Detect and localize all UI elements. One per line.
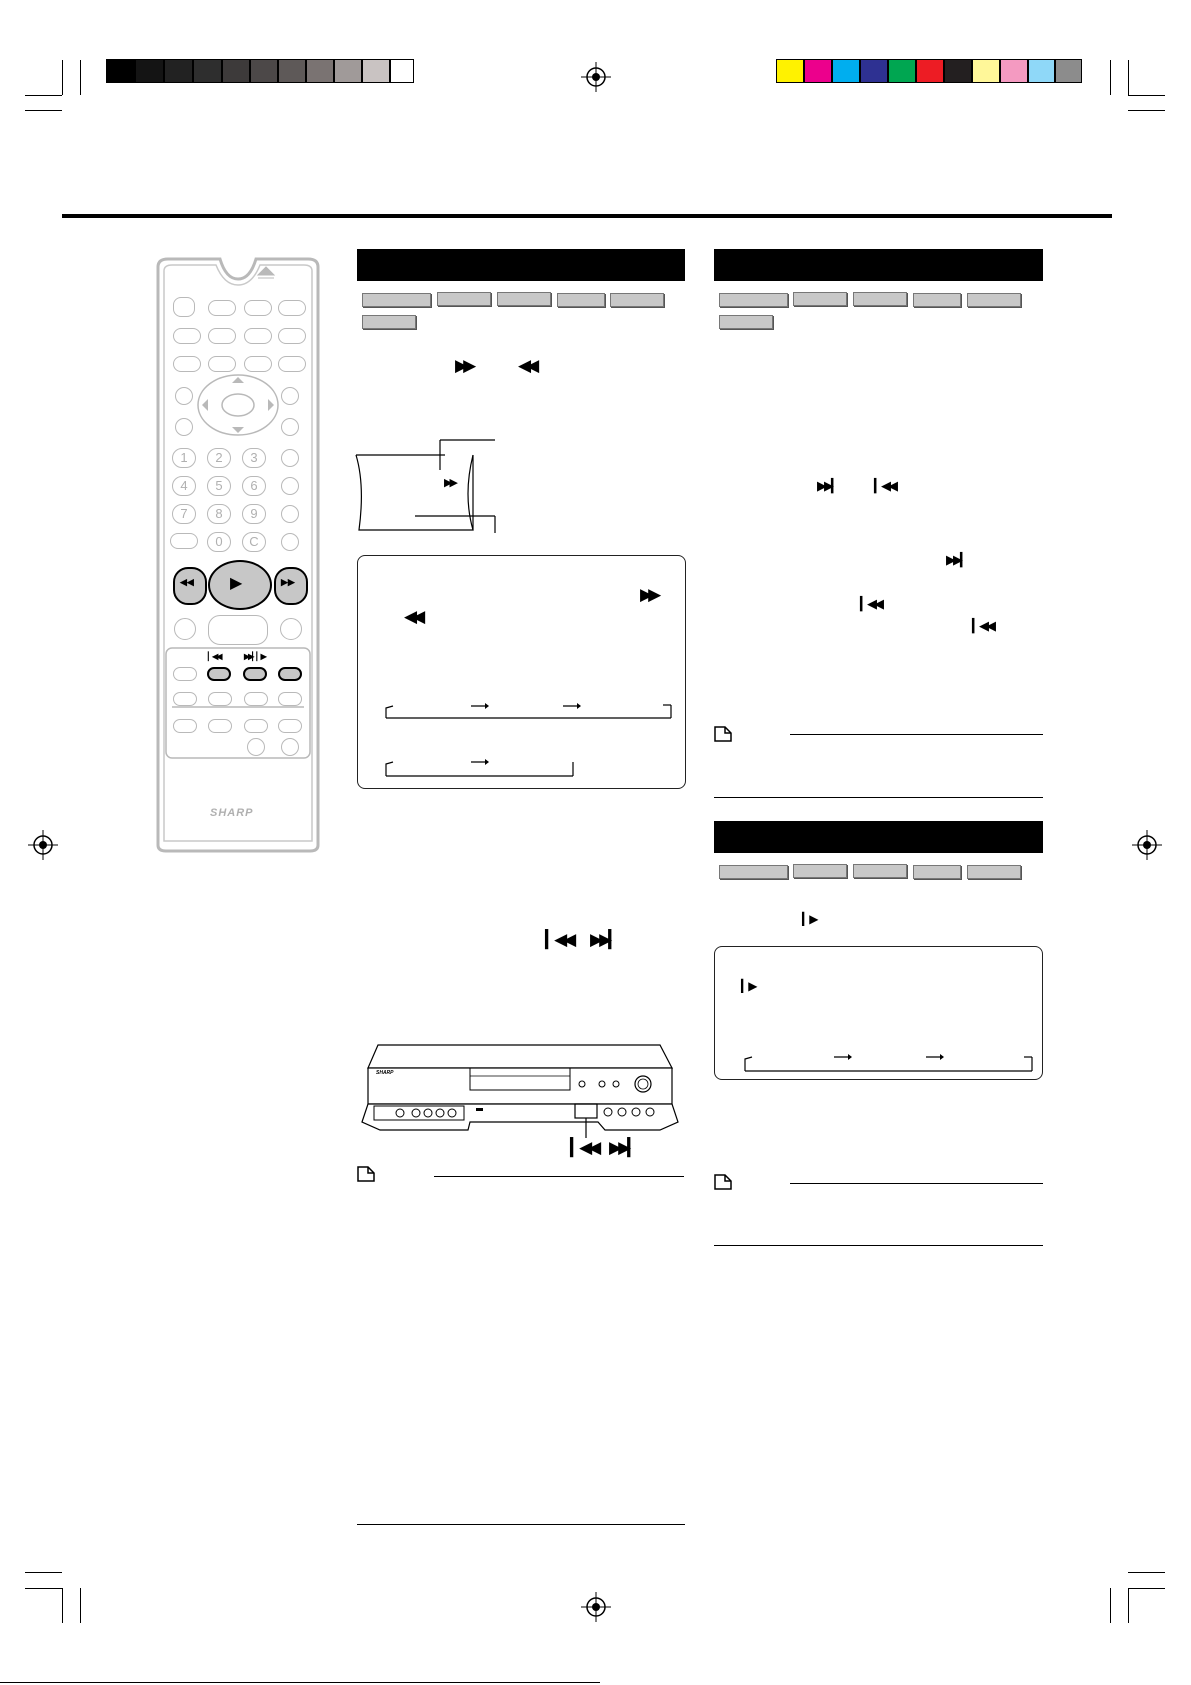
gray-swatch [390,59,414,83]
remote-button [208,328,236,344]
remote-number-key: 6 [242,476,266,496]
speed-cycle-diagram [383,698,673,783]
skip-previous-icon: ▎◀◀ [545,930,573,950]
note-rule [790,734,1043,735]
disc-type-tag [719,315,773,329]
note-rule [790,1183,1043,1184]
disc-type-tag [853,292,907,306]
note-icon [357,1166,375,1182]
remote-button [244,692,268,706]
remote-skip-previous-button [207,667,231,681]
pause-icon [280,618,302,640]
disc-type-tag [719,293,788,307]
screen-display-callout [355,435,500,533]
disc-type-tag [719,865,788,879]
fast-reverse-icon: ◀◀ [404,607,421,627]
section-header-bar [714,249,1043,281]
skip-previous-icon: ▎◀◀ [570,1138,598,1158]
remote-button [173,719,197,733]
gray-swatch [135,59,164,83]
remote-brand-logo: SHARP [210,807,254,819]
slow-speed-cycle-diagram [742,1049,1037,1074]
skip-next-icon: ▶▶▏▏▶ [244,652,265,661]
skip-previous-icon: ▏◀◀ [208,652,221,661]
remote-number-key: 3 [242,448,266,468]
color-swatch [804,59,832,83]
remote-button [175,418,193,436]
remote-button [244,300,272,316]
remote-button [247,738,265,756]
slow-forward-icon: ▎▶ [741,979,756,993]
remote-button [208,300,236,316]
remote-button [244,328,272,344]
disc-type-tag [967,293,1021,307]
remote-button [173,667,197,681]
remote-button [278,356,306,372]
remote-button [281,738,299,756]
remote-button [208,719,232,733]
gray-swatch [164,59,193,83]
fast-reverse-icon: ◀◀ [518,356,535,376]
skip-previous-icon: ▎◀◀ [874,479,895,494]
gray-swatch [222,59,250,83]
remote-button [278,328,306,344]
disc-type-tag [793,864,847,878]
section-header-bar [357,249,685,281]
record-icon [174,618,196,640]
disc-type-tag [557,293,605,307]
note-rule [434,1176,684,1177]
registration-mark-icon [581,1592,611,1622]
remote-button [281,387,299,405]
color-swatch [1028,59,1055,83]
remote-button [278,719,302,733]
registration-mark-icon [28,830,58,860]
color-swatch [972,59,1000,83]
remote-button [208,356,236,372]
disc-type-tag [610,293,664,307]
fast-forward-icon: ▶▶ [444,476,455,489]
remote-button [173,297,195,317]
remote-button [278,692,302,706]
note-icon [714,726,732,742]
disc-type-tag [362,315,416,329]
remote-button [281,449,299,467]
remote-number-key: 2 [207,448,231,468]
color-swatch [1055,59,1082,83]
skip-next-icon: ▶▶▎ [817,479,838,494]
disc-type-tag [913,865,961,879]
registration-mark-icon [1132,830,1162,860]
remote-body [150,255,326,855]
remote-button [244,719,268,733]
remote-number-key: 8 [207,504,231,524]
registration-mark-icon [581,62,611,92]
slow-forward-icon: ▎▶ [802,912,817,926]
remote-button [173,692,197,706]
play-icon: ▶ [230,575,243,592]
remote-button [281,418,299,436]
section-header-bar [714,821,1043,853]
fast-reverse-icon: ◀◀ [180,577,194,587]
remote-number-key: C [242,532,266,552]
color-swatch [832,59,860,83]
skip-previous-icon: ▎◀◀ [860,597,881,612]
fast-forward-icon: ▶▶ [640,585,657,605]
disc-type-tag [913,293,961,307]
disc-type-tag [362,293,431,307]
remote-number-key: 4 [172,476,196,496]
gray-swatch [193,59,222,83]
recorder-front-panel-illustration [360,1040,685,1138]
search-icon [244,356,272,372]
gray-swatch [278,59,306,83]
disc-type-tag [793,292,847,306]
remote-button [281,533,299,551]
disc-type-tag [853,864,907,878]
disc-type-tag [497,292,551,306]
color-swatch [1000,59,1028,83]
color-swatch [916,59,944,83]
remote-number-key: 0 [207,532,231,552]
color-swatch [860,59,888,83]
section-end-rule [714,1245,1043,1246]
note-icon [714,1174,732,1190]
section-end-rule [714,797,1043,798]
fast-forward-icon: ▶▶ [281,577,295,587]
remote-button [208,692,232,706]
page-top-rule [62,214,1112,218]
gray-swatch [306,59,334,83]
skip-next-icon: ▶▶▎ [590,930,618,950]
remote-skip-next-button [243,667,267,681]
color-swatch [888,59,916,83]
remote-button [173,356,201,372]
remote-button [175,387,193,405]
remote-button [281,477,299,495]
gray-swatch [106,59,135,83]
remote-number-key: 9 [242,504,266,524]
remote-button [281,505,299,523]
remote-button [170,533,198,549]
stop-icon [208,615,268,645]
recorder-brand-logo: SHARP [376,1070,394,1076]
skip-next-icon: ▶▶▎ [609,1138,637,1158]
disc-type-tag [967,865,1021,879]
disc-type-tag [437,292,491,306]
remote-button [278,300,306,316]
gray-swatch [250,59,278,83]
remote-slow-button [278,667,302,681]
gray-swatch [362,59,390,83]
skip-next-icon: ▶▶▎ [946,553,967,568]
color-swatch [776,59,804,83]
skip-previous-icon: ▎◀◀ [972,619,993,634]
remote-control-illustration [150,255,326,855]
fast-forward-icon: ▶▶ [455,356,472,376]
color-swatch [944,59,972,83]
remote-number-key: 1 [172,448,196,468]
column-end-rule [357,1524,685,1525]
gray-swatch [334,59,362,83]
remote-number-key: 7 [172,504,196,524]
remote-number-key: 5 [207,476,231,496]
remote-button [173,328,201,344]
